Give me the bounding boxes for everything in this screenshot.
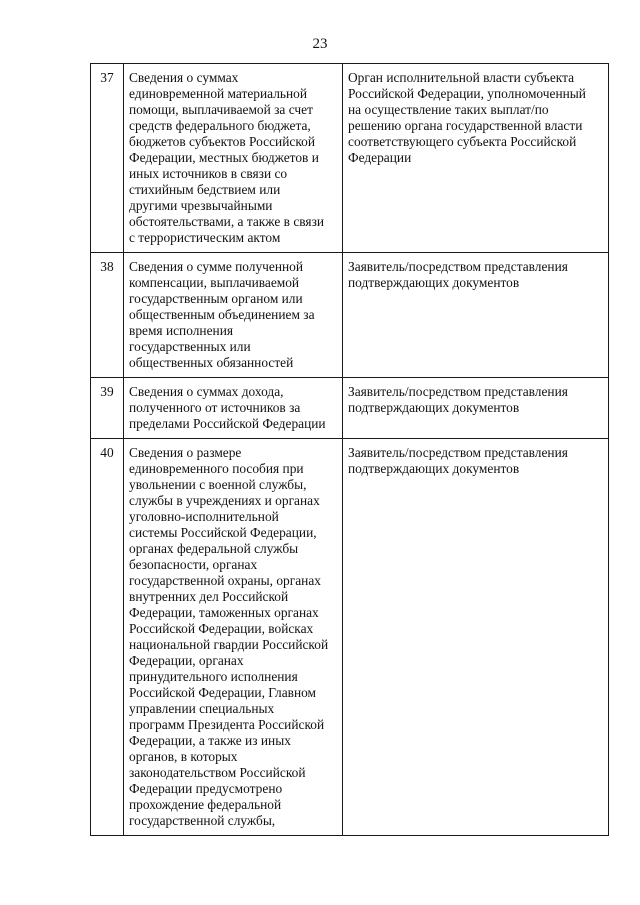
row-description: Сведения о суммах дохода, полученного от источников за пределами Российской Федерации	[124, 378, 343, 439]
row-description: Сведения о сумме полученной компенсации, выплачиваемой государственным органом или общественным объединением за время исполнения государственных или общественных обязанностей	[124, 253, 343, 378]
row-number: 37	[91, 64, 124, 253]
page-number: 23	[312, 36, 328, 52]
row-source: Заявитель/посредством представления подтверждающих документов	[343, 253, 609, 378]
documents-table	[90, 63, 609, 836]
row-number: 38	[91, 253, 124, 378]
table-row	[91, 64, 609, 253]
row-description: Сведения о размере единовременного пособия при увольнении с военной службы, службы в учреждениях и органах уголовно-исполнительной системы Российской Федерации, органах федеральной службы безопасности, органах государственной охраны, органах внутренних дел Российской Федерации, таможенных органах Российской Федерации, войсках национальной гвардии Российской Федерации, органах принудительного исполнения Российской Федерации, Главном управлении специальных программ Президента Российской Федерации, а также из иных органов, в которых законодательством Российской Федерации предусмотрено прохождение федеральной государственной службы,	[124, 439, 343, 836]
row-source: Орган исполнительной власти субъекта Российской Федерации, уполномоченный на осуществление таких выплат/по решению органа государственной власти соответствующего субъекта Российской Федерации	[343, 64, 609, 253]
table-row	[91, 378, 609, 439]
row-number: 39	[91, 378, 124, 439]
table-row	[91, 439, 609, 836]
row-source: Заявитель/посредством представления подтверждающих документов	[343, 439, 609, 836]
row-description: Сведения о суммах единовременной материальной помощи, выплачиваемой за счет средств федерального бюджета, бюджетов субъектов Российской Федерации, местных бюджетов и иных источников в связи со стихийным бедствием или другими чрезвычайными обстоятельствами, а также в связи с террористическим актом	[124, 64, 343, 253]
row-number: 40	[91, 439, 124, 836]
row-source: Заявитель/посредством представления подтверждающих документов	[343, 378, 609, 439]
table-row	[91, 253, 609, 378]
